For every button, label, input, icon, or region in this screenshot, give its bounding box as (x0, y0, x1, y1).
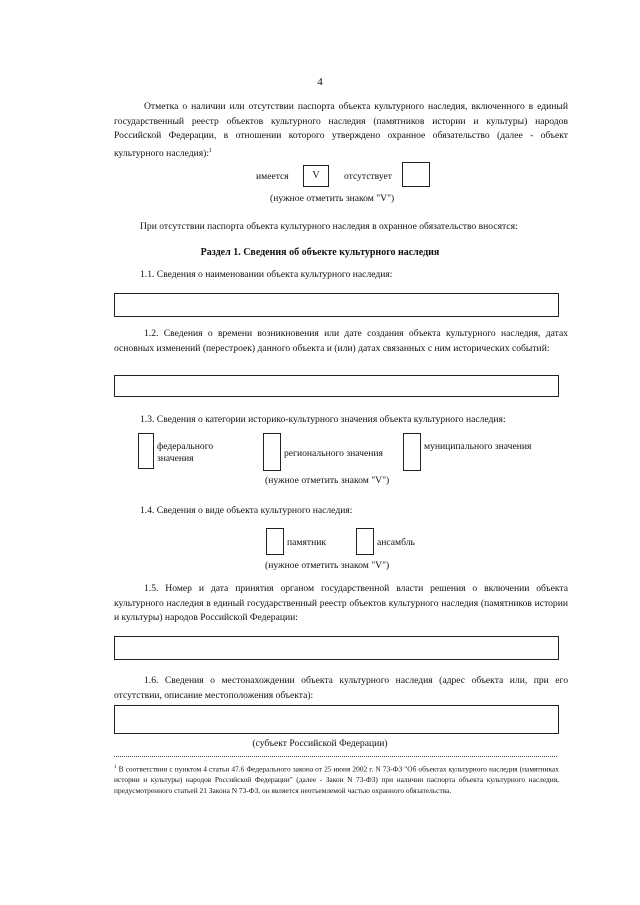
passport-absent-label: отсутствует (344, 171, 392, 182)
footnote-separator (114, 756, 557, 757)
passport-note (114, 100, 568, 161)
monument-checkbox[interactable] (266, 528, 284, 555)
footnote-text: В соответствии с пунктом 4 статьи 47.6 Федерального закона от 25 июня 2002 г. N 73-ФЗ "Об объектах культурного наследия (памятниках истории и культуры) народов Российской Федерации" (далее - Закон N 73-ФЗ) при наличии паспорта объекта культурного наследия, предусмотренного статьей 21 Закона N 73-ФЗ, он является неотъемлемой частью охранного обязательства. (114, 764, 559, 796)
q1-1-label: 1.1. Сведения о наименовании объекта культурного наследия: (140, 269, 393, 280)
passport-exists-checkbox[interactable]: V (303, 165, 329, 187)
q1-5-label: 1.5. Номер и дата принятия органом государственной власти решения о включении объекта культурного наследия в единый государственный реестр объектов культурного наследия (памятников истории и культуры) народов Российской Федерации: (114, 583, 568, 623)
municipal-checkbox[interactable] (403, 433, 421, 471)
footnote-ref: 1 (209, 147, 213, 154)
passport-note-text: Отметка о наличии или отсутствии паспорта объекта культурного наследия, включенного в единый государственный реестр объектов культурного наследия (памятников истории и культуры) народов Российской Федерации, в отношении которого утверждено охранное обязательство (далее - объект культурного наследия): (114, 101, 568, 159)
q1-4-label: 1.4. Сведения о виде объекта культурного наследия: (140, 505, 353, 516)
q1-2-field[interactable] (114, 375, 559, 397)
q1-6-field[interactable] (114, 705, 559, 734)
regional-checkbox[interactable] (263, 433, 281, 471)
section-title: Раздел 1. Сведения об объекте культурного наследия (200, 247, 440, 258)
q1-3-label: 1.3. Сведения о категории историко-культурного значения объекта культурного наследия: (140, 414, 506, 425)
regional-label: регионального значения (284, 448, 383, 459)
footnote (114, 762, 559, 796)
q1-6-label: 1.6. Сведения о местонахождении объекта культурного наследия (адрес объекта или, при его отсутствии, описание местоположения объекта): (114, 675, 568, 701)
page-number: 4 (317, 76, 323, 88)
q1-3-hint: (нужное отметить знаком "V") (265, 475, 390, 486)
q1-4-hint: (нужное отметить знаком "V") (265, 560, 390, 571)
ensemble-checkbox[interactable] (356, 528, 374, 555)
q1-6-caption: (субъект Российской Федерации) (252, 738, 388, 749)
municipal-label: муниципального значения (424, 441, 532, 452)
federal-label: федерального значения (157, 441, 214, 464)
monument-label: памятник (287, 537, 326, 548)
q1-1-field[interactable] (114, 293, 559, 317)
footnote-mark: 1 (114, 765, 117, 770)
q1-5-field[interactable] (114, 636, 559, 660)
passport-choice-hint: (нужное отметить знаком "V") (270, 193, 395, 204)
q1-2-label: 1.2. Сведения о времени возникновения или дате создания объекта культурного наследия, датах основных изменений (перестроек) данного объекта и (или) датах связанных с ним исторических событий: (114, 328, 568, 354)
absence-note: При отсутствии паспорта объекта культурного наследия в охранное обязательство вносятся: (140, 221, 518, 232)
passport-exists-label: имеется (256, 171, 289, 182)
passport-absent-checkbox[interactable] (402, 162, 430, 187)
ensemble-label: ансамбль (377, 537, 415, 548)
federal-checkbox[interactable] (138, 433, 154, 469)
